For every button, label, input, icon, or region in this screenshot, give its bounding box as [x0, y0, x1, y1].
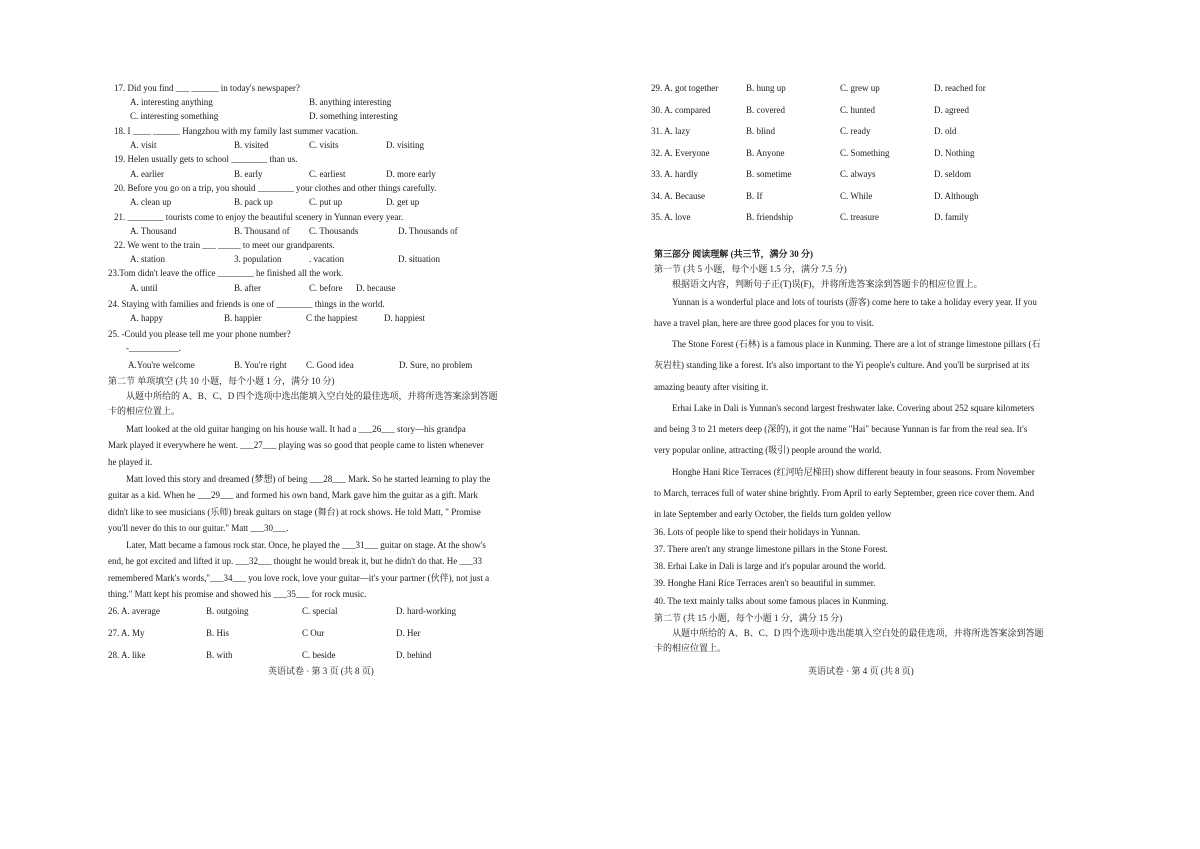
q23-stem: 23.Tom didn't leave the office ________ he finished all the work.: [108, 268, 344, 278]
section2-instructions: 从题中所给的 A、B、C、D 四个选项中选出能填入空白处的最佳选项，并将所选答案涂到答题: [126, 391, 498, 401]
q35-option-c: C. treasure: [840, 212, 879, 222]
q25-option-d: D. Sure, no problem: [399, 360, 473, 370]
q24-option-b: B. happier: [224, 313, 262, 323]
q22-option-a: A. station: [130, 254, 165, 264]
statement-37: 37. There aren't any strange limestone pillars in the Stone Forest.: [654, 544, 888, 554]
statement-38: 38. Erhai Lake in Dali is large and it's popular around the world.: [654, 561, 886, 571]
q29-option-d: D. reached for: [934, 83, 986, 93]
q26-option-d: D. hard-working: [396, 606, 456, 616]
q22-option-b: 3. population: [234, 254, 282, 264]
q35-option-d: D. family: [934, 212, 969, 222]
q31-option-c: C. ready: [840, 126, 871, 136]
q30-option-b: B. covered: [746, 105, 785, 115]
q17-option-a: A. interesting anything: [130, 97, 213, 107]
q32-option-d: D. Nothing: [934, 148, 975, 158]
passage-line: you'll never do this to our guitar." Matt ___30___.: [108, 523, 289, 533]
part3-title: 第三部分 阅读理解 (共三节，满分 30 分): [654, 249, 813, 259]
q17-option-d: D. something interesting: [309, 111, 398, 121]
q34-option-a: 34. A. Because: [651, 191, 705, 201]
q27-option-c: C Our: [302, 628, 325, 638]
q33-option-c: C. always: [840, 169, 876, 179]
q30-option-c: C. hunted: [840, 105, 875, 115]
q23-option-a: A. until: [130, 283, 158, 293]
q32-option-b: B. Anyone: [746, 148, 785, 158]
q18-option-d: D. visiting: [386, 140, 425, 150]
q25-option-b: B. You're right: [234, 360, 287, 370]
section2-instructions: 从题中所给的 A、B、C、D 四个选项中选出能填入空白处的最佳选项，并将所选答案涂到答题: [672, 628, 1044, 638]
q24-option-a: A. happy: [130, 313, 163, 323]
q33-option-a: 33. A. hardly: [651, 169, 698, 179]
passage-line: end, he got excited and lifted it up. ___32___ thought he would break it, but he didn't do that. He ___33: [108, 556, 483, 566]
q17-option-c: C. interesting something: [130, 111, 219, 121]
q26-option-b: B. outgoing: [206, 606, 249, 616]
q19-option-a: A. earlier: [130, 169, 164, 179]
q30-option-d: D. agreed: [934, 105, 969, 115]
q19-option-b: B. early: [234, 169, 263, 179]
q22-option-d: D. situation: [398, 254, 440, 264]
section2-instructions-cont: 卡的相应位置上。: [654, 643, 727, 653]
q26-option-c: C. special: [302, 606, 338, 616]
q23-option-c: C. before: [309, 283, 343, 293]
q20-option-d: D. get up: [386, 197, 420, 207]
q31-option-a: 31. A. lazy: [651, 126, 690, 136]
q23-option-d: D. because: [356, 283, 396, 293]
section2-title: 第二节 (共 15 小题，每个小题 1 分，满分 15 分): [654, 613, 843, 623]
reading-line: to March, terraces full of water shine brightly. From April to early September, green rice cover them. And: [654, 488, 1035, 498]
q18-option-b: B. visited: [234, 140, 269, 150]
q19-option-d: D. more early: [386, 169, 436, 179]
q21-option-d: D. Thousands of: [398, 226, 458, 236]
reading-line: Yunnan is a wonderful place and lots of tourists (游客) come here to take a holiday every year. If you: [672, 297, 1037, 307]
q20-option-b: B. pack up: [234, 197, 273, 207]
q35-option-b: B. friendship: [746, 212, 793, 222]
q35-option-a: 35. A. love: [651, 212, 691, 222]
q29-option-c: C. grew up: [840, 83, 880, 93]
passage-line: remembered Mark's words,"___34___ you love rock, love your guitar—it's your partner (伙伴), not just a: [108, 573, 490, 583]
reading-line: have a travel plan, here are three good places for you to visit.: [654, 318, 874, 328]
q23-option-b: B. after: [234, 283, 261, 293]
passage-line: Mark played it everywhere he went. ___27___ playing was so good that people came to listen whenever: [108, 440, 484, 450]
reading-line: 灰岩柱) standing like a forest. It's also important to the Yi people's culture. And you'll be surprised at its: [654, 360, 1030, 370]
statement-36: 36. Lots of people like to spend their holidays in Yunnan.: [654, 527, 861, 537]
q20-option-c: C. put up: [309, 197, 343, 207]
q28-option-b: B. with: [206, 650, 233, 660]
passage-line: thing." Matt kept his promise and showed his ___35___ for rock music.: [108, 589, 367, 599]
q17-option-b: B. anything interesting: [309, 97, 392, 107]
q28-option-a: 28. A. like: [108, 650, 146, 660]
passage-line: Matt loved this story and dreamed (梦想) of being ___28___ Mark. So he started learning to play the: [126, 474, 491, 484]
passage-line: Later, Matt became a famous rock star. Once, he played the ___31___ guitar on stage. At the show's: [126, 540, 486, 550]
section1-title: 第一节 (共 5 小题，每个小题 1.5 分，满分 7.5 分): [654, 264, 847, 274]
q25-blank: -___________.: [126, 343, 181, 353]
q20-stem: 20. Before you go on a trip, you should ________ your clothes and other things carefully.: [114, 183, 437, 193]
reading-line: in late September and early October, the fields turn golden yellow: [654, 509, 892, 519]
q29-option-b: B. hung up: [746, 83, 786, 93]
q25-option-c: C. Good idea: [306, 360, 354, 370]
passage-line: Matt looked at the old guitar hanging on his house wall. It had a ___26___ story—his grandpa: [126, 424, 466, 434]
q20-option-a: A. clean up: [130, 197, 172, 207]
q19-stem: 19. Helen usually gets to school ________ than us.: [114, 154, 298, 164]
passage-line: didn't like to see musicians (乐师) break guitars on stage (舞台) at rock shows. He told Matt, " Promise: [108, 507, 481, 517]
statement-40: 40. The text mainly talks about some famous places in Kunming.: [654, 596, 889, 606]
q27-option-d: D. Her: [396, 628, 421, 638]
q33-option-d: D. seldom: [934, 169, 971, 179]
q24-option-d: D. happiest: [384, 313, 425, 323]
q29-option-a: 29. A. got together: [651, 83, 719, 93]
q18-option-a: A. visit: [130, 140, 157, 150]
q19-option-c: C. earliest: [309, 169, 346, 179]
passage-line: guitar as a kid. When he ___29___ and formed his own band, Mark gave him the guitar as a gift. Mark: [108, 490, 478, 500]
q28-option-c: C. beside: [302, 650, 336, 660]
q30-option-a: 30. A. compared: [651, 105, 711, 115]
q21-option-b: B. Thousand of: [234, 226, 290, 236]
q34-option-b: B. If: [746, 191, 763, 201]
reading-line: Erhai Lake in Dali is Yunnan's second largest freshwater lake. Covering about 252 square kilometers: [672, 403, 1035, 413]
reading-line: and being 3 to 21 meters deep (深的), it got the name "Hai" because Yunnan is far from the real sea. It's: [654, 424, 1028, 434]
statement-39: 39. Honghe Hani Rice Terraces aren't so beautiful in summer.: [654, 578, 876, 588]
q34-option-c: C. While: [840, 191, 873, 201]
q31-option-b: B. blind: [746, 126, 776, 136]
q24-stem: 24. Staying with families and friends is one of ________ things in the world.: [108, 299, 385, 309]
q32-option-c: C. Something: [840, 148, 890, 158]
q17-stem: 17. Did you find ___ ______ in today's newspaper?: [114, 83, 300, 93]
reading-line: Honghe Hani Rice Terraces (红河哈尼梯田) show different beauty in four seasons. From November: [672, 467, 1035, 477]
q31-option-d: D. old: [934, 126, 957, 136]
q26-option-a: 26. A. average: [108, 606, 160, 616]
section1-instructions: 根据语文内容，判断句子正(T)误(F)，并将所选答案涂到答题卡的相应位置上。: [672, 279, 983, 289]
q22-option-c: . vacation: [309, 254, 344, 264]
q25-stem: 25. -Could you please tell me your phone number?: [108, 329, 291, 339]
q27-option-a: 27. A. My: [108, 628, 145, 638]
q22-stem: 22. We went to the train ___ _____ to meet our grandparents.: [114, 240, 335, 250]
q21-option-a: A. Thousand: [130, 226, 177, 236]
reading-line: The Stone Forest (石林) is a famous place in Kunming. There are a lot of strange limestone pillars (石: [672, 339, 1041, 349]
q18-option-c: C. visits: [309, 140, 339, 150]
q33-option-b: B. sometime: [746, 169, 792, 179]
q28-option-d: D. behind: [396, 650, 432, 660]
section2-title: 第二节 单项填空 (共 10 小题，每个小题 1 分，满分 10 分): [108, 376, 335, 386]
q18-stem: 18. I ____ ______ Hangzhou with my family last summer vacation.: [114, 126, 358, 136]
passage-line: he played it.: [108, 457, 153, 467]
q34-option-d: D. Although: [934, 191, 979, 201]
q32-option-a: 32. A. Everyone: [651, 148, 710, 158]
section2-instructions-cont: 卡的相应位置上。: [108, 406, 181, 416]
reading-line: very popular online, attracting (吸引) people around the world.: [654, 445, 882, 455]
q25-option-a: A.You're welcome: [128, 360, 195, 370]
page-footer-right: 英语试卷 · 第 4 页 (共 8 页): [808, 666, 914, 676]
q27-option-b: B. His: [206, 628, 230, 638]
q21-option-c: C. Thousands: [309, 226, 359, 236]
q21-stem: 21. ________ tourists come to enjoy the beautiful scenery in Yunnan every year.: [114, 212, 404, 222]
page-footer-left: 英语试卷 · 第 3 页 (共 8 页): [268, 666, 374, 676]
reading-line: amazing beauty after visiting it.: [654, 382, 769, 392]
q24-option-c: C the happiest: [306, 313, 358, 323]
